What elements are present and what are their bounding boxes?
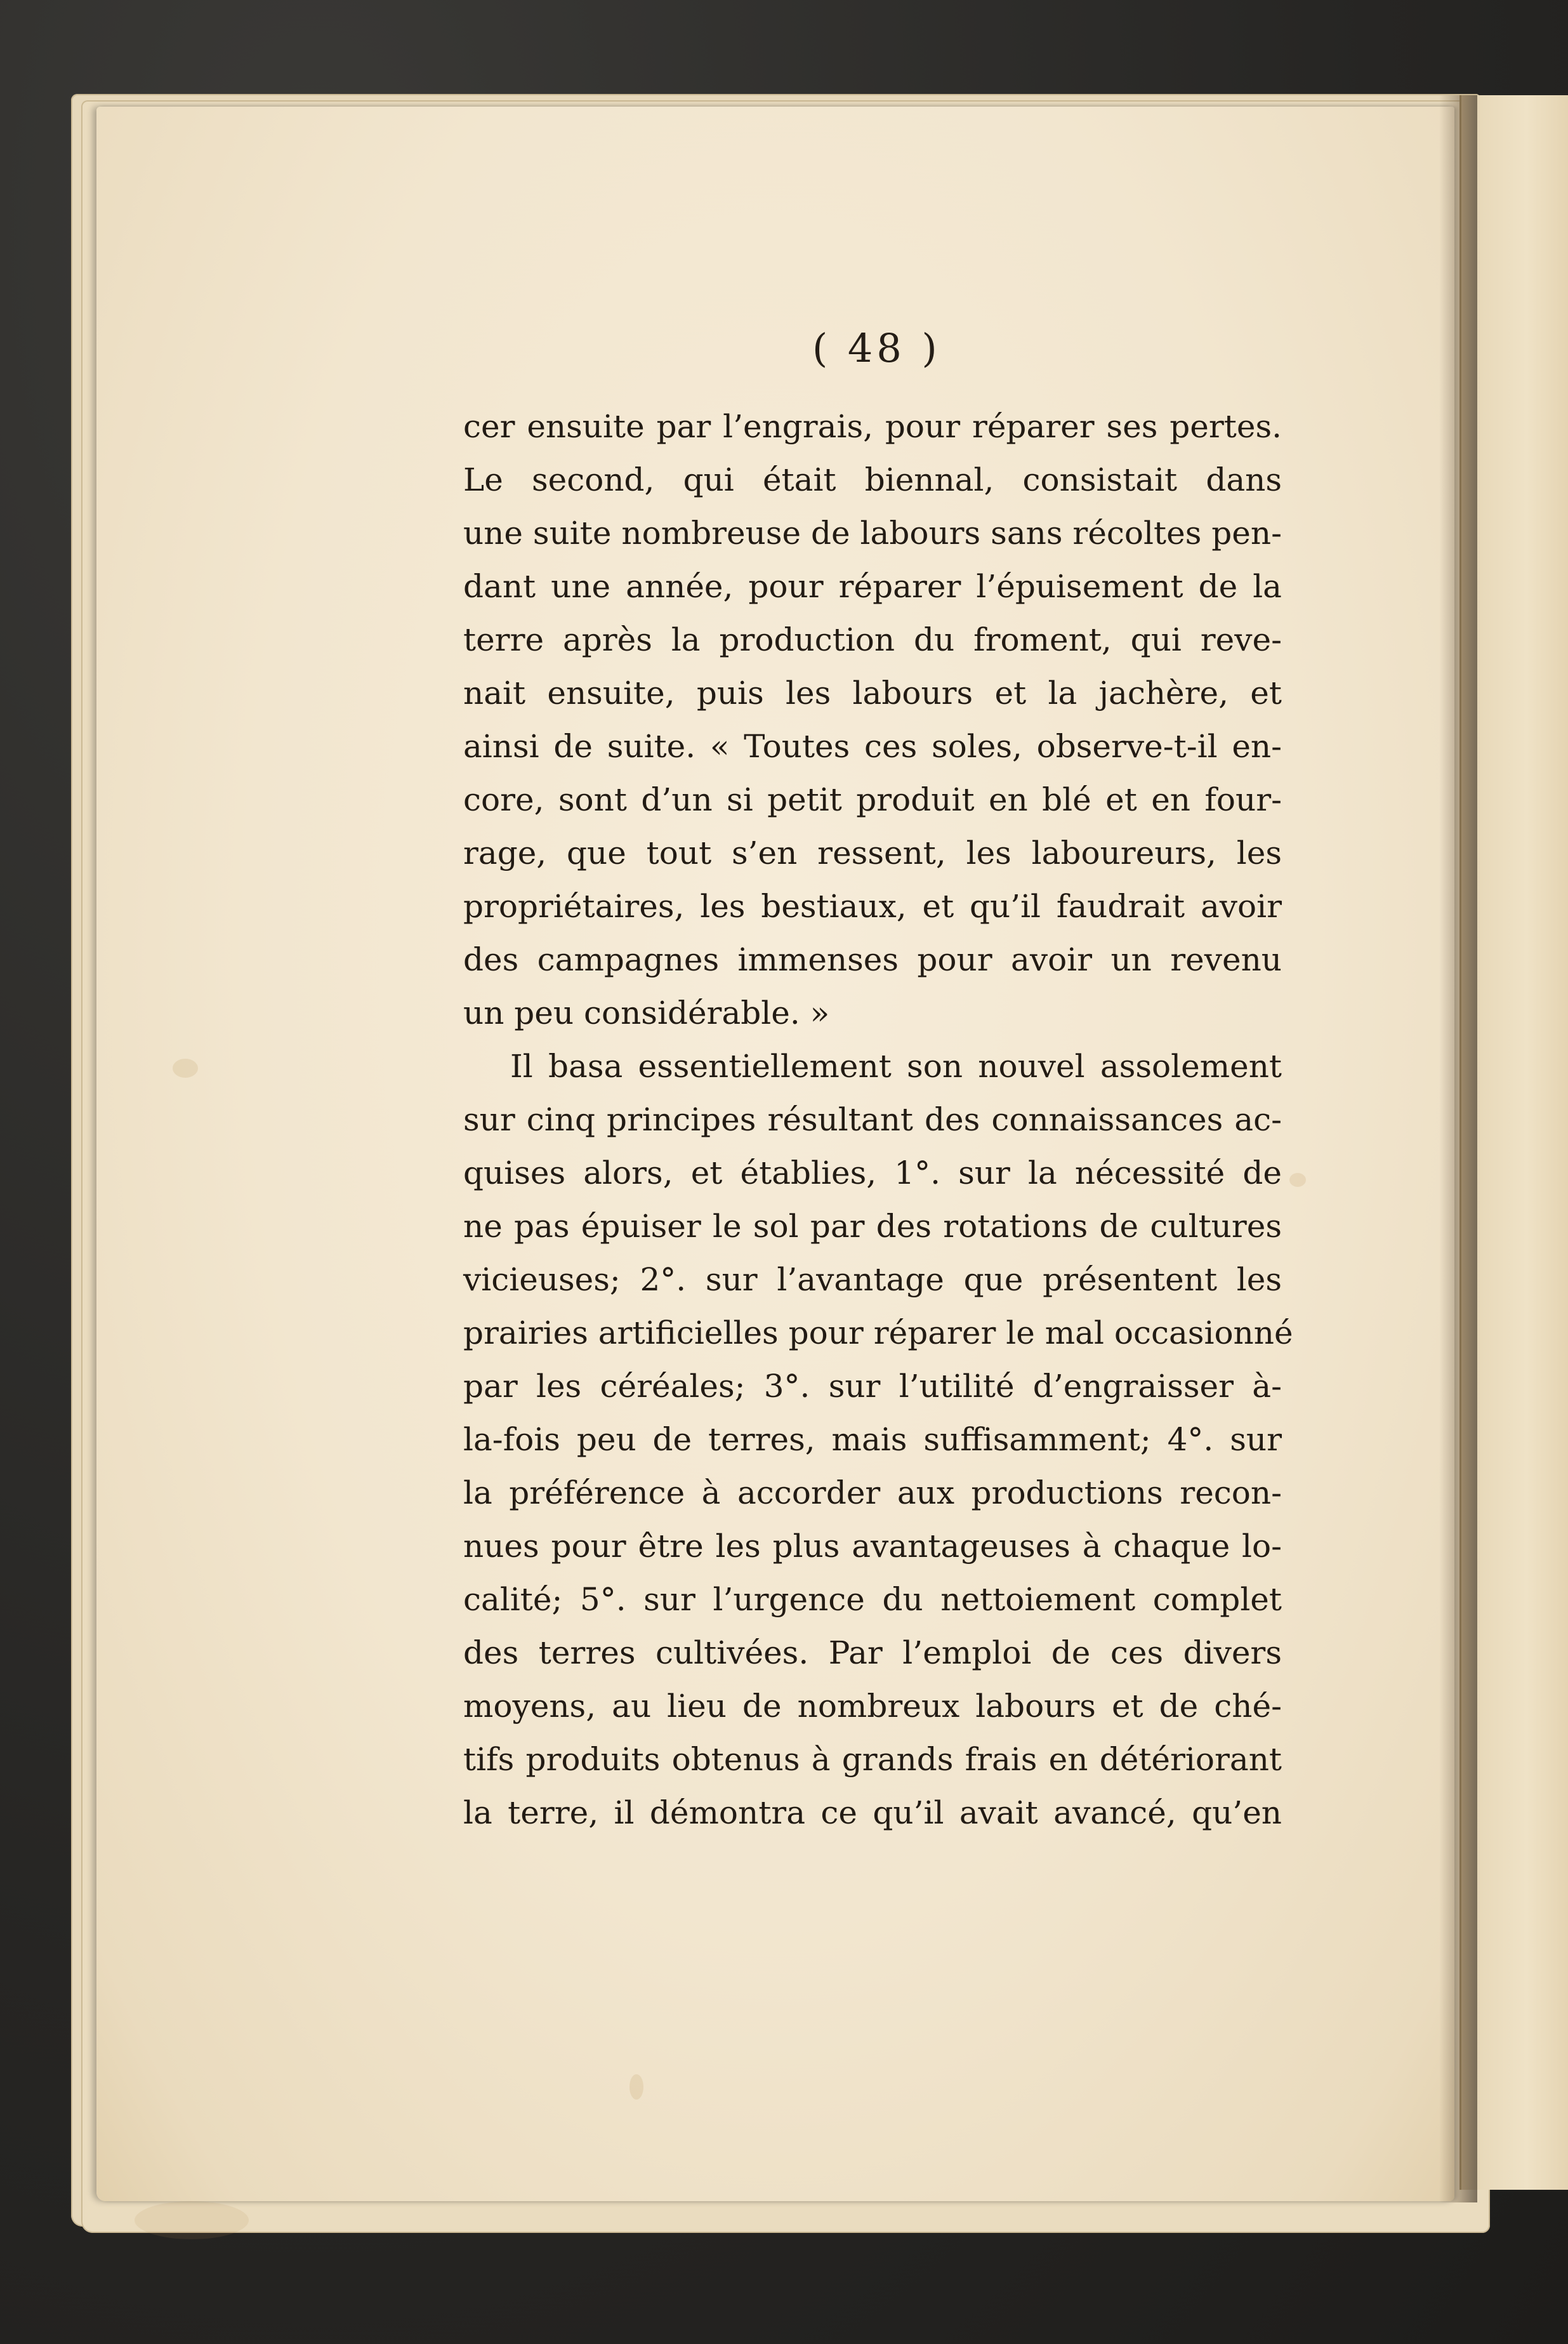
page-number: ( 48 ) xyxy=(812,325,941,371)
body-text xyxy=(463,400,1293,1839)
text-line: un peu considérable. » xyxy=(463,995,830,1031)
text-line: terre après la production du froment, qui reve- xyxy=(463,621,1282,658)
text-line: nues pour être les plus avantageuses à chaque lo- xyxy=(463,1528,1282,1565)
text-line: tifs produits obtenus à grands frais en détériorant xyxy=(463,1741,1282,1778)
text-line: la terre, il démontra ce qu’il avait avancé, qu’en xyxy=(463,1794,1282,1831)
text-line: cer ensuite par l’engrais, pour réparer ses pertes. xyxy=(463,408,1282,445)
text-line: sur cinq principes résultant des connaissances ac- xyxy=(463,1101,1282,1138)
text-line: dant une année, pour réparer l’épuisement de la xyxy=(463,568,1282,605)
text-line: rage, que tout s’en ressent, les laboureurs, les xyxy=(463,835,1282,871)
text-line: propriétaires, les bestiaux, et qu’il faudrait avoir xyxy=(463,888,1282,925)
gutter-shadow xyxy=(1439,95,1477,2202)
text-line: Le second, qui était biennal, consistait dans xyxy=(463,461,1282,498)
text-line: des terres cultivées. Par l’emploi de ces divers xyxy=(463,1634,1282,1671)
text-line: la-fois peu de terres, mais suffisamment; 4°. sur xyxy=(463,1421,1282,1458)
text-line: des campagnes immenses pour avoir un revenu xyxy=(463,941,1282,978)
text-line: vicieuses; 2°. sur l’avantage que présentent les xyxy=(463,1261,1282,1298)
foxing-stain xyxy=(1289,1173,1306,1187)
text-line: par les céréales; 3°. sur l’utilité d’engraisser à- xyxy=(463,1368,1282,1405)
text-line: nait ensuite, puis les labours et la jachère, et xyxy=(463,675,1282,712)
text-line: ne pas épuiser le sol par des rotations de cultures xyxy=(463,1208,1282,1245)
facing-page-glyphs xyxy=(1553,1676,1566,1803)
text-line: calité; 5°. sur l’urgence du nettoiement complet xyxy=(463,1581,1282,1618)
foxing-stain xyxy=(173,1059,198,1078)
text-line: ainsi de suite. « Toutes ces soles, observe-t-il en- xyxy=(463,728,1282,765)
text-line: la préférence à accorder aux productions recon- xyxy=(463,1474,1282,1511)
text-line: quises alors, et établies, 1°. sur la nécessité de xyxy=(463,1155,1282,1191)
text-line: Il basa essentiellement son nouvel assolement xyxy=(510,1048,1282,1085)
foxing-stain xyxy=(629,2074,643,2100)
foxing-stain xyxy=(135,2201,249,2239)
text-line: moyens, au lieu de nombreux labours et de ché- xyxy=(463,1688,1282,1725)
text-line: core, sont d’un si petit produit en blé et en four- xyxy=(463,781,1282,818)
text-line: prairies artificielles pour réparer le mal occasionné xyxy=(463,1314,1293,1351)
text-line: une suite nombreuse de labours sans récoltes pen- xyxy=(463,515,1282,552)
